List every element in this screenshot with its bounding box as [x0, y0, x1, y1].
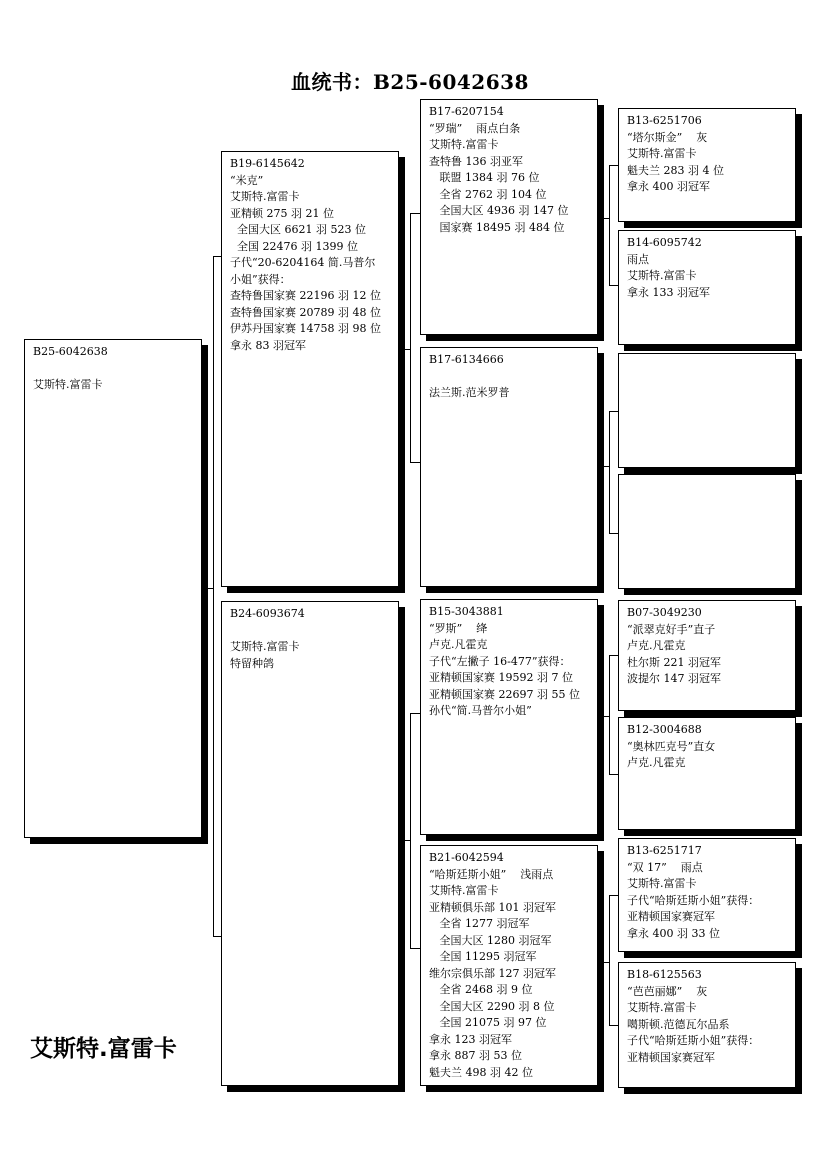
pedigree-line: B17-6134666 — [429, 353, 504, 366]
pedigree-line: B14-6095742 — [627, 236, 702, 249]
pedigree-box-sire-sire — [420, 99, 598, 335]
pedigree-line: 子代“哈斯廷斯小姐”获得： — [627, 893, 760, 907]
pedigree-line: 全国大区 1280 羽冠军 — [429, 933, 552, 947]
pedigree-line: 全国 21075 羽 97 位 — [429, 1016, 547, 1029]
pedigree-line: 艾斯特.富雷卡 — [230, 640, 300, 653]
pedigree-line: 艾斯特.富雷卡 — [627, 269, 697, 282]
pedigree-line: 国家赛 18495 羽 484 位 — [429, 220, 565, 234]
pedigree-line: “派翠克好手”直子 — [627, 622, 716, 636]
pedigree-box-sire-dam-sire — [618, 353, 796, 468]
connector-line — [609, 895, 610, 1025]
pedigree-line — [429, 369, 589, 386]
connector-line — [609, 533, 618, 534]
pedigree-line: 魁夫兰 283 羽 4 位 — [627, 163, 724, 177]
pedigree-line: B13-6251706 — [627, 114, 702, 127]
pedigree-line: 艾斯特.富雷卡 — [33, 378, 103, 391]
pedigree-line: 查特鲁国家赛 20789 羽 48 位 — [230, 305, 381, 319]
pedigree-box-sire-dam-dam — [618, 474, 796, 589]
connector-line — [609, 285, 618, 286]
page-title: 血统书：B25-6042638 — [291, 70, 529, 94]
pedigree-line: 法兰斯.范米罗普 — [429, 386, 510, 399]
pedigree-box-dam — [221, 601, 399, 1086]
pedigree-line: 卢克.凡霍克 — [429, 638, 488, 651]
pedigree-line: 查特鲁 136 羽亚军 — [429, 154, 523, 168]
pedigree-box-dam-dam-sire — [618, 838, 796, 952]
connector-line — [609, 895, 618, 896]
pedigree-line: 拿永 400 羽 33 位 — [627, 926, 720, 940]
pedigree-box-sire-sire-dam — [618, 230, 796, 345]
pedigree-box-sire — [221, 151, 399, 587]
pedigree-box-dam-dam — [420, 845, 598, 1086]
pedigree-line: 亚精顿俱乐部 101 羽冠军 — [429, 900, 556, 914]
pedigree-line: 查特鲁国家赛 22196 羽 12 位 — [230, 289, 381, 302]
pedigree-line: 艾斯特.富雷卡 — [429, 884, 499, 897]
pedigree-line: 维尔宗俱乐部 127 羽冠军 — [429, 966, 556, 980]
pedigree-line: 拿永 887 羽 53 位 — [429, 1049, 522, 1062]
connector-line — [609, 655, 618, 656]
pedigree-line — [33, 361, 193, 378]
pedigree-line: 艾斯特.富雷卡 — [230, 190, 300, 203]
pedigree-line: 全国 11295 羽冠军 — [429, 950, 537, 963]
pedigree-line: 子代“哈斯廷斯小姐”获得： — [627, 1034, 760, 1047]
pedigree-line: “哈斯廷斯小姐” 浅雨点 — [429, 867, 554, 881]
pedigree-line: 特留种鸽 — [230, 656, 274, 670]
connector-line — [609, 1025, 618, 1026]
connector-line — [609, 774, 618, 775]
pedigree-line: B24-6093674 — [230, 607, 305, 620]
pedigree-line: 子代“左撇子 16-477”获得： — [429, 654, 571, 668]
pedigree-line: 全国大区 2290 羽 8 位 — [429, 999, 555, 1013]
pedigree-line: B07-3049230 — [627, 606, 702, 619]
pedigree-line: “塔尔斯金” 灰 — [627, 130, 708, 144]
connector-line — [410, 213, 411, 462]
pedigree-box-dam-dam-dam — [618, 962, 796, 1088]
pedigree-line: 拿永 123 羽冠军 — [429, 1032, 512, 1046]
pedigree-line: “罗瑞” 雨点白条 — [429, 121, 521, 135]
pedigree-line: 全省 2468 羽 9 位 — [429, 983, 533, 996]
bird-name-footer: 艾斯特.富雷卡 — [30, 1036, 177, 1062]
pedigree-line: 全国 22476 羽 1399 位 — [230, 239, 358, 253]
connector-line — [609, 411, 610, 533]
pedigree-line — [230, 623, 390, 640]
pedigree-line: 雨点 — [627, 252, 649, 266]
pedigree-line: “奥林匹克号”直女 — [627, 739, 716, 753]
pedigree-line: “双 17” 雨点 — [627, 860, 703, 874]
pedigree-line: B19-6145642 — [230, 157, 305, 170]
pedigree-line: 艾斯特.富雷卡 — [429, 138, 499, 151]
connector-line — [213, 256, 214, 936]
pedigree-line: 子代“20-6204164 简.马普尔 — [230, 256, 376, 269]
connector-line — [410, 462, 420, 463]
connector-line — [609, 411, 618, 412]
pedigree-line: B21-6042594 — [429, 851, 504, 864]
pedigree-box-main — [24, 339, 202, 838]
pedigree-box-dam-sire-sire — [618, 600, 796, 711]
pedigree-line: 波提尔 147 羽冠军 — [627, 672, 721, 685]
pedigree-line: B12-3004688 — [627, 723, 702, 736]
pedigree-line: 拿永 83 羽冠军 — [230, 338, 306, 352]
pedigree-line: B13-6251717 — [627, 844, 702, 857]
pedigree-box-dam-sire — [420, 599, 598, 835]
pedigree-line: 伊苏丹国家赛 14758 羽 98 位 — [230, 322, 381, 335]
pedigree-line: 卢克.凡霍克 — [627, 756, 686, 769]
connector-line — [609, 655, 610, 774]
pedigree-line: 联盟 1384 羽 76 位 — [429, 171, 540, 184]
pedigree-line: 噶斯顿.范德瓦尔品系 — [627, 1017, 730, 1031]
pedigree-line: 拿永 400 羽冠军 — [627, 180, 710, 193]
connector-line — [410, 213, 420, 214]
pedigree-line: 小姐”获得： — [230, 272, 291, 286]
pedigree-line: 亚精顿国家赛冠军 — [627, 910, 715, 923]
pedigree-line: 全国大区 6621 羽 523 位 — [230, 223, 366, 236]
connector-line — [410, 713, 411, 948]
connector-line — [410, 713, 420, 714]
connector-line — [410, 948, 420, 949]
pedigree-line: 全国大区 4936 羽 147 位 — [429, 204, 569, 217]
pedigree-line: 全省 2762 羽 104 位 — [429, 187, 547, 201]
connector-line — [213, 256, 221, 257]
pedigree-box-sire-sire-sire — [618, 108, 796, 222]
connector-line — [213, 936, 221, 937]
pedigree-line: 亚精顿国家赛 19592 羽 7 位 — [429, 671, 573, 684]
pedigree-line: 拿永 133 羽冠军 — [627, 285, 710, 299]
pedigree-line: “米克” — [230, 173, 264, 187]
pedigree-line: 亚精顿 275 羽 21 位 — [230, 206, 334, 220]
pedigree-line: 艾斯特.富雷卡 — [627, 1001, 697, 1014]
pedigree-line: B17-6207154 — [429, 105, 504, 118]
pedigree-line: B15-3043881 — [429, 605, 504, 618]
pedigree-box-dam-sire-dam — [618, 717, 796, 830]
connector-line — [609, 165, 618, 166]
pedigree-line: 全省 1277 羽冠军 — [429, 917, 530, 930]
pedigree-line: 亚精顿国家赛 22697 羽 55 位 — [429, 687, 580, 701]
pedigree-line: 魁夫兰 498 羽 42 位 — [429, 1065, 533, 1079]
pedigree-line: 杜尔斯 221 羽冠军 — [627, 655, 721, 669]
connector-line — [609, 165, 610, 285]
pedigree-line: B25-6042638 — [33, 345, 108, 358]
pedigree-line: 艾斯特.富雷卡 — [627, 147, 697, 160]
pedigree-line: “罗斯” 绛 — [429, 621, 488, 635]
pedigree-box-sire-dam — [420, 347, 598, 587]
pedigree-line: 亚精顿国家赛冠军 — [627, 1050, 715, 1064]
pedigree-line: 孙代“简.马普尔小姐” — [429, 704, 532, 717]
pedigree-line: 卢克.凡霍克 — [627, 639, 686, 652]
pedigree-line: “芭芭丽娜” 灰 — [627, 984, 708, 998]
pedigree-line: B18-6125563 — [627, 968, 702, 981]
pedigree-line: 艾斯特.富雷卡 — [627, 877, 697, 890]
